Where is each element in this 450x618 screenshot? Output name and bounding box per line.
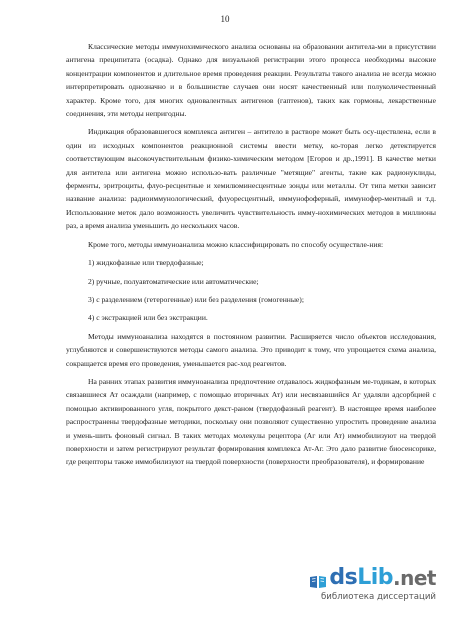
logo-text-lib: Lib — [357, 565, 394, 590]
dslib-logo — [316, 566, 436, 590]
list-item: 4) с экстракцией или без экстракции. — [88, 313, 208, 323]
paragraph: Кроме того, методы иммуноанализа можно классифицировать по способу осуществле-ния: — [88, 239, 384, 249]
paragraph: Методы иммуноанализа находятся в постоянном развитии. Расширяется число объектов исследования, углубляются и совершенствуются методы самого анализа. Это приводит к тому, что упрощается схема анализа, сокращается время его проведения, уменьшается рас-ход реагентов. — [66, 331, 436, 368]
list-item: 2) ручные, полуавтоматические или автоматические; — [88, 276, 259, 286]
paragraph: Классические методы иммунохимического анализа основаны на образовании антитела-ми в присутствии антигена преципитата (осадка). Однако для визуальной регистрации этого процесса необходимы высокие концентрации компонентов и длительное время проведения реакции. Результаты такого анализа не всегда можно интерпретировать однозначно и в большинстве случаев они носят качественный или полуколичественный характер. Кроме того, для многих одновалентных антигенов (гаптенов), таких как гормоны, лекарственные соединения, эти методы непригодны. — [66, 42, 436, 119]
page-number: 10 — [220, 14, 230, 24]
book-icon — [309, 571, 327, 585]
list-item: 3) с разделением (гетерогенные) или без разделения (гомогенные); — [88, 294, 304, 304]
paragraph: На ранних этапах развития иммуноанализа предпочтение отдавалось жидкофазным ме-тодикам, в которых связавшиеся Ат осаждали (например, с помощью вторичных Ат) или несвязавшийся Аг удаляли адсорбцией с помощью активированного угля, покрытого декст-раном (твердофазный реагент). В настоящее время наиболее распространены твердофазные методики, поскольку они позволяют существенно упростить проведение анализа и умень-шить фоновый сигнал. В таких методах молекулы рецептора (Аг или Ат) иммобилизуют на твердой поверхности и затем регистрируют результат формирования комплекса Ат-Аг. Это дало развитие биосенсорике, где рецепторы также иммобилизуют на твердой поверхности (поверхности преобразователя), и формирование — [66, 376, 436, 467]
dslib-watermark[interactable] — [316, 566, 436, 610]
document-body — [66, 40, 436, 469]
logo-text-ds: ds — [329, 565, 358, 590]
list-item: 1) жидкофазные или твердофазные; — [88, 258, 204, 268]
paragraph: Индикация образовавшегося комплекса антиген – антитело в растворе может быть осу-ществлена, если в один из исходных компонентов реакционной системы ввести метку, ко-торая легко детектируется соответствующим высокочувствительным физико-химическим методом [Егоров и др.,1991]. В качестве метки для антитела или антигена можно использо-вать различные "метящие" агенты, такие как радионуклиды, ферменты, эритроциты, флуо-ресцентные и хемилюминесцентные зонды или металлы. От типа метки зависит название анализа: радиоиммунологический, флуоресцентный, иммунофоферный, иммунофер-ментный и т.д. Использование меток дало возможность увеличить чувствительность имму-нохимических методов в миллионы раз, а время анализа уменьшить до нескольких часов. — [66, 127, 436, 231]
logo-text-net: .net — [393, 566, 436, 590]
watermark-subtitle: библиотека диссертаций — [320, 592, 436, 602]
